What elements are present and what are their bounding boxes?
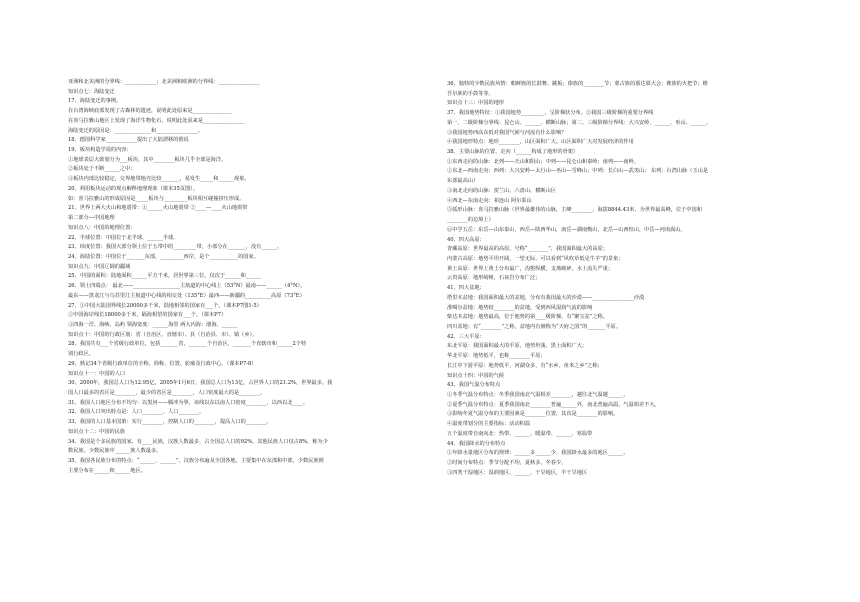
right-column-line: 42、三大平原： <box>447 333 485 340</box>
left-column-line: 知识点七：海陆变迁 <box>68 88 115 95</box>
right-column-line: 43、我国气温分布特点 <box>447 382 501 389</box>
right-column-line: ②东北—西南走向：西列：大兴安岭—太行山—巫山—雪峰山；中列：长白山—武夷山； 东列：台湾山脉（玉山是 <box>447 168 709 175</box>
left-column-line: 知识点十二：中国的民族 <box>68 428 126 435</box>
left-column-line: 27、①中国大陆国界线长20000多千米，陆地相邻的国家有___个。（课本P7图1-5） <box>68 302 262 309</box>
left-column-line: 25、中国的面积：陆地面积______平方千米，居世界第三位，仅次于______和______ <box>68 273 262 280</box>
left-column-line: 最东——黑龙江与乌苏里江主航道中心线的相交处（135°E）最西——新疆的__________高原（73°E） <box>68 292 305 299</box>
right-column-line: 云贵高原：地形崎岖，石灰岩分布广泛； <box>447 275 541 282</box>
right-column-line: 五个温度带自南向北：热带、______、暖温带、______、寒温带 <box>447 430 593 437</box>
left-column <box>68 78 424 476</box>
right-column-line: 青藏高原：世界最高的高原，号称“________”，我国面积最大的高原； <box>447 246 608 253</box>
right-column-line: ________的边境上） <box>447 217 494 224</box>
right-column-line: 41、四大盆地： <box>447 285 485 292</box>
right-column-line: 准噶尔盆地：地势较________的盆地，受到西风湿润气流的影响 <box>447 304 593 311</box>
left-column-line: 别行政区。 <box>68 351 94 358</box>
left-column-line: ③板块内部比较稳定，交界地带地壳比较_______，易发生_____和______现象。 <box>68 176 250 183</box>
left-column-line: 28、我国共有___个省级行政单位，包括_______省，_______个自治区，_______个直辖市和______2个特 <box>68 341 307 348</box>
right-column-line: 四川盆地：有“________”之称，盆地内有被称为“天府之国”的_______平原。 <box>447 323 622 330</box>
left-column-line: 数民族。少数民族中______族人数最多。 <box>68 448 162 455</box>
right-column-line: ⑤弧形山脉：喜马拉雅山脉（世界最雄伟的山脉，主峰________，海拔8844.43米，为世界最高峰，位于中国和 <box>447 207 702 214</box>
left-column-line: 亚洲和北美洲的分界线：____________；北美洲和欧洲的分界线：________________ <box>68 79 260 85</box>
left-column-line: 国人口最多的省区是________，最少的省区是________，人口密度最大的是________。 <box>68 390 266 396</box>
left-column-line: 29、熟记34个省级行政单位的全称、简称、位置、轮廓及行政中心。（课本P7-8） <box>68 360 257 367</box>
right-column-line: ③四类干湿地区：湿润地区、______、干旱地区，半干旱地区 <box>447 469 588 476</box>
left-column-line: 21、世界上两大火山和地震带：①______火山地震带 ②____—____火山地震带 <box>68 205 248 212</box>
left-column-line: 33、我国的人口基本国策：实行________，控制人口的________，提高人口的________。 <box>68 419 272 426</box>
left-column-line: ③四海一洋、海峡、岛屿 领海宽度：______海里 两大内海：渤海、______ <box>68 321 238 328</box>
right-column-line: ②夏季气温分布特点：夏季我国南北________普遍______外，南北普遍高温，气温相差不大。 <box>447 401 660 408</box>
right-column-line: 38、主要山脉的位置、走向（______构成了地形的骨架） <box>447 149 579 156</box>
right-column-line: ④温度带划分的主要指标：活动积温 <box>447 421 531 428</box>
right-column-line: ①年降水量地区分布的规律：______多______少，我国降水最多的地区______。 <box>447 450 629 457</box>
left-column-line: 在台湾海峡底部发现了古森林的遗迹，说明此处原来是_______________ <box>68 108 232 115</box>
left-column-line: 知识点十：中国的行政区划：省（自治区、直辖市）、县（自治县、市）、镇（乡）。 <box>68 331 258 338</box>
right-column-line: ④西北—东南走向：祁连山 阿尔泰山 <box>447 197 532 204</box>
right-column-line: 44、我国降水的分布特点 <box>447 440 506 447</box>
right-column-line: 36、独特的少数民族风情：朝鲜族的长鼓舞、跳板；傣族的________节；蒙古族的那达慕大会；彝族的火把节；维 <box>447 81 708 87</box>
right-column-line: 塔里木盆地：我国面积最大的盆地，分布有我国最大的沙漠——________________沙漠 <box>447 294 645 301</box>
right-column-line: ⑥中学五岳：东岳—山东泰山，西岳—陕西华山，南岳—湖南衡山，北岳—山西恒山，中岳—河南嵩山。 <box>447 226 686 233</box>
right-column-line: 第一、二级阶梯分界线：昆仑山、______、横断山脉；第二、三级阶梯分界线：大兴安岭、______、巫山、______。 <box>447 119 712 126</box>
right-column <box>447 80 819 478</box>
left-column-line: ①地球表层大致划分为___板块，其中________板块几乎全部是海洋。 <box>68 156 227 163</box>
right-column-line: 华北平原：地势低平，也称________平原； <box>447 353 546 360</box>
right-column-line: 东部最高山） <box>447 178 479 185</box>
right-column-line: ③影响冬夏气温分布的主要因素是________位置，其次是________的影响。 <box>447 411 619 418</box>
left-column-line: 30、2000年，我国总人口为12.95亿，2005年1月6日，我国总人口为13亿，占世界人口的21.2%，世界最多。我 <box>68 380 333 387</box>
left-column-line: 19、板块构造学说的内容： <box>68 147 132 154</box>
right-column-line: ③我国地势西高东低对我国气候与河流有什么影响？ <box>447 129 567 136</box>
right-column-line: 东北平原：我国面积最大的平原，地势坦荡，黑土面积广大； <box>447 343 588 350</box>
right-column-line: 内蒙古高原：地势平坦开阔，一望无际，可以看到“风吹草低见牛羊”的景象； <box>447 255 624 262</box>
left-column-line: ②板块处于不断______之中； <box>68 166 136 173</box>
right-column-line: 吾尔族的手鼓等等。 <box>447 90 494 97</box>
right-column-line: ③南北走向的山脉：贺兰山、六盘山、横断山区 <box>447 187 556 194</box>
left-column-line: 知识点十一：中国的人口 <box>68 370 126 377</box>
right-column-line: 知识点十四：中国的气候 <box>447 372 505 379</box>
left-column-line: 第二部分—中国地理 <box>68 215 115 222</box>
left-column-line: 知识点九：中国辽阔的疆域 <box>68 263 131 270</box>
left-column-line: 26、领土四端点： 最北——__________________主航道的中心线上（53°N）最南——______（4°N）， <box>68 283 306 290</box>
right-column-line: ②时间分布特点：季节分配不均，夏秋多，冬春少， <box>447 460 567 467</box>
right-column-line: 40、四大高原： <box>447 236 485 243</box>
left-column-line: 34、我国是个多民族的国家，有____民族，汉族人数最多，占全国总人口的92%，其他民族人口仅占8%，称为少 <box>68 438 328 445</box>
right-column-line: ④我国地形特点：地形________，山区面积广大。山区面积广大对发展经济的作用 <box>447 139 634 146</box>
left-column-line: 24、海陆位置：中国位于_______东部，_________西岸，是个___________的国家。 <box>68 253 259 260</box>
left-column-line: 35、我国各民族分布的特点：“______、______”，汉族分布遍及全国各地，主要集中在东部和中部，少数民族则 <box>68 458 324 465</box>
left-column-line: 如：喜马拉雅山的形成原因是_____板块与_________板块相互碰撞挤压形成。 <box>68 195 245 202</box>
right-column-line: 长江中下游平原：地势低平，河湖众多，有“水乡、鱼米之乡”之称； <box>447 362 603 369</box>
left-column-line: 32、我国人口突出特点是：人口________、人口________。 <box>68 409 205 416</box>
right-column-line: 知识点十三：中国的地形 <box>447 100 505 107</box>
right-column-line: 黄土高原：世界上黄土分布最广，沟壑纵横，支离破碎，水土流失严重； <box>447 265 614 272</box>
left-column-line: ②中国海岸线长18000多千米，隔海相望的国家有___个。（课本P7） <box>68 312 227 319</box>
left-column-line: 31、我国人口地区分布不均匀：以黑河——腾冲为界，该线以东以南人口密度________，以西以北____。 <box>68 399 309 406</box>
left-column-line: 18、德国科学家____________提出了大陆漂移的假说 <box>68 137 189 144</box>
right-column-line: 37、我国地势特征：①我国地势_________，呈阶梯状分布。②我国三级阶梯的重要分界线 <box>447 110 654 117</box>
left-column-line: 23、纬度位置：我国大部分领土位于五带中的_________带，小部分在_______，没有______。 <box>68 244 283 251</box>
left-column-line: 海陆变迁的原因是：______________和________________。 <box>68 127 203 134</box>
left-column-line: 主要分布在______和______地区。 <box>68 467 146 474</box>
left-column-line: 20、利用板块运动的观点解释地理现象（课本35页图）。 <box>68 185 198 192</box>
left-column-line: 知识点八：中国的地理位置： <box>68 224 136 231</box>
right-column-line: ①冬季气温分布特点：冬季我国南北气温相差________，越往北气温越______。 <box>447 392 629 398</box>
left-column-line: 17、海陆变迁的事例。 <box>68 98 122 105</box>
right-column-line: ①东西走向的山脉：北列——天山和阴山；中列——昆仑山和秦岭；南列——南岭。 <box>447 158 639 165</box>
left-column-line: 22、半球位置：中国位于北半球、______半球。 <box>68 234 179 241</box>
left-column-line: 在喜马拉雅山地区上发现了海洋生物化石，说明此处原来是________________ <box>68 117 245 124</box>
right-column-line: 柴达木盆地：地势最高，位于地势的第____级阶梯，有“聚宝盆”之称。 <box>447 314 608 321</box>
